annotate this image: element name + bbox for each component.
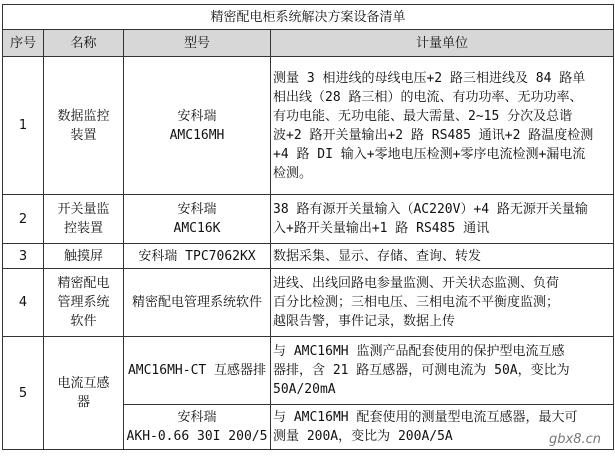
table-title: 精密配电柜系统解决方案设备清单 — [3, 5, 614, 30]
row-no: 4 — [3, 269, 44, 337]
model-line: AKH-0.66 30I 200/5 — [126, 429, 268, 444]
row-no: 1 — [3, 57, 44, 195]
desc-line: 进线、出线回路电参量监测、开关状态监测、负荷 — [273, 276, 560, 291]
name-line: 开关量监 — [57, 202, 110, 217]
header-row — [3, 30, 614, 57]
desc-line: 百分比检测；三相电压、三相电流不平衡度监测； — [273, 295, 560, 310]
row-name — [44, 269, 124, 337]
row-no: 2 — [3, 195, 44, 244]
header-model: 型号 — [124, 30, 271, 57]
row-name — [44, 195, 124, 244]
model-line: AMC16MH-CT 互感器排 — [127, 363, 267, 378]
row-name — [44, 244, 124, 269]
row-desc — [271, 195, 614, 244]
desc-line: 检测。 — [273, 165, 313, 181]
model-line: 安科瑞 — [177, 202, 217, 217]
desc-line: 与 AMC16MH 监测产品配套使用的保护型电流互感 — [273, 344, 565, 359]
row-desc — [271, 244, 614, 269]
table-row — [3, 195, 614, 244]
row-name — [44, 337, 124, 450]
row-no: 3 — [3, 244, 44, 269]
desc-line: 相出线（28 路三相）的电流、有功功率、无功功率、 — [273, 89, 583, 105]
name-line: 数据监控 — [57, 108, 110, 124]
header-no: 序号 — [3, 30, 44, 57]
watermark: gbx8.cn — [549, 432, 601, 447]
model-line: AMC16MH — [169, 127, 225, 143]
desc-line: 与 AMC16MH 配套使用的测量型电流互感器，最大可 — [273, 410, 578, 425]
model-line: 安科瑞 — [177, 108, 217, 124]
model-line: AMC16K — [173, 221, 221, 236]
desc-line: 测量 200A，变比为 200A/5A — [273, 429, 453, 444]
name-line: 控装置 — [63, 221, 103, 236]
name-line: 精密配电 — [57, 276, 110, 291]
row-model — [124, 244, 271, 269]
row-no: 5 — [3, 337, 44, 450]
desc-line: +4 路 DI 输入+零地电压检测+零序电流检测+漏电流 — [273, 146, 586, 162]
header-name: 名称 — [44, 30, 124, 57]
desc-line: 器排，含 21 路互感器，可测电流为 50A，变比为 — [273, 363, 570, 378]
desc-line: 测量 3 相进线的母线电压+2 路三相进线及 84 路单 — [273, 70, 586, 86]
row-model — [124, 337, 271, 405]
desc-line: 越限告警，事件记录，数据上传 — [273, 314, 456, 329]
name-line: 软件 — [70, 314, 97, 329]
row-model — [124, 195, 271, 244]
table-row — [3, 57, 614, 195]
name-line: 器 — [76, 395, 90, 410]
desc-line: 50A/20mA — [273, 382, 336, 397]
row-model — [124, 405, 271, 450]
desc-line: 波+2 路开关量输出+2 路 RS485 通讯+2 路温度检测 — [273, 127, 594, 143]
row-model — [124, 57, 271, 195]
equipment-list-table — [2, 4, 614, 450]
row-desc — [271, 269, 614, 337]
name-line: 触摸屏 — [63, 248, 103, 264]
model-line: 精密配电管理系统软件 — [131, 295, 262, 310]
header-unit: 计量单位 — [271, 30, 614, 57]
name-line: 管理系统 — [57, 295, 110, 310]
desc-line: 入+路开关量输出+1 路 RS485 通讯 — [273, 221, 490, 236]
model-line: 安科瑞 TPC7062KX — [138, 248, 256, 264]
desc-line: 38 路有源开关量输入（AC220V）+4 路无源开关量输 — [273, 202, 588, 217]
table-row — [3, 244, 614, 269]
table-row — [3, 337, 614, 405]
row-name — [44, 57, 124, 195]
name-line: 装置 — [70, 127, 97, 143]
row-model — [124, 269, 271, 337]
row-desc — [271, 57, 614, 195]
table-row — [3, 269, 614, 337]
desc-line: 有功电能、无功电能、最大需量、2~15 分次及总谐 — [273, 108, 573, 124]
model-line: 安科瑞 — [177, 410, 217, 425]
name-line: 电流互感 — [57, 376, 110, 391]
desc-line: 数据采集、显示、存储、查询、转发 — [273, 248, 482, 264]
row-desc — [271, 337, 614, 405]
